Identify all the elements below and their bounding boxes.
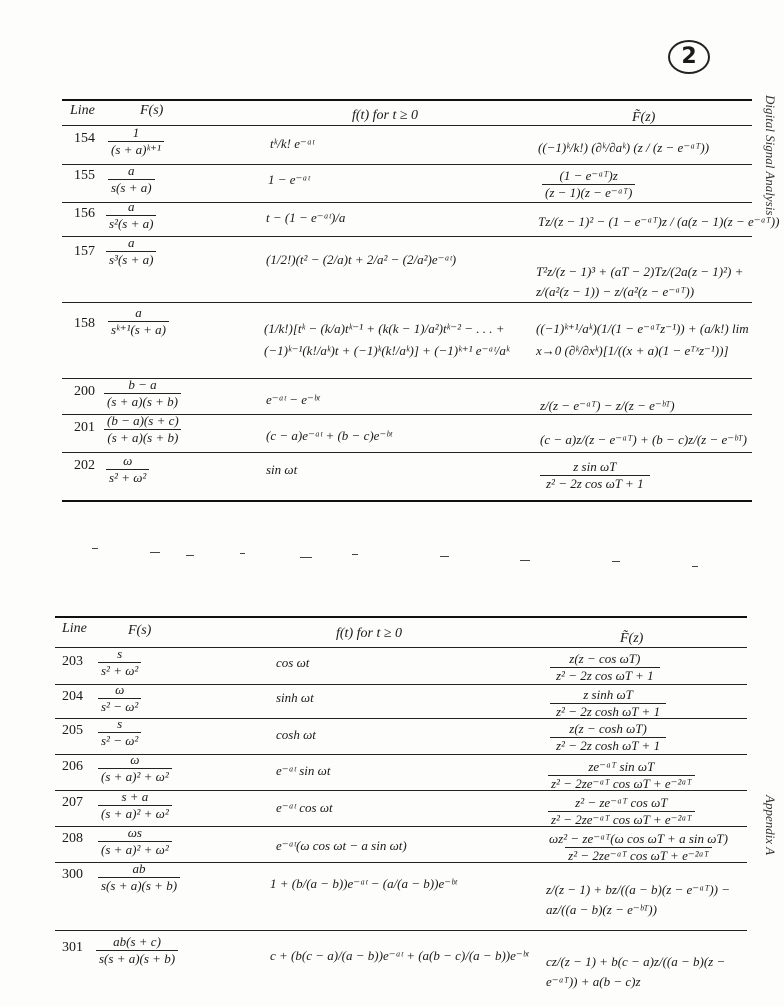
Fz-expression: z/(z − 1) + bz/((a − b)(z − e⁻ᵃᵀ)) − az/((a − b)(z − e⁻ᵇᵀ)) — [546, 882, 731, 917]
column-header-ft: f(t) for t ≥ 0 — [352, 108, 419, 123]
line-number: 207 — [62, 795, 83, 810]
line-number: 202 — [74, 458, 95, 473]
Fs-expression: $\frac{a}{\text{sᵏ⁺¹(s + a)}}$ — [108, 306, 169, 337]
Fz-expression: $\frac{\text{(1 − e⁻ᵃᵀ)z}}{\text{(z − 1)(z − e⁻ᵃᵀ)}}$ — [542, 169, 635, 200]
line-number: 301 — [62, 940, 83, 955]
Fs-expression: $\frac{\omega s}{\text{(s + a)² + ω²}}$ — [98, 826, 172, 857]
line-number: 157 — [74, 244, 95, 259]
line-number: 158 — [74, 316, 95, 331]
Fs-expression: $\frac{\omega}{\text{(s + a)² + ω²}}$ — [98, 753, 172, 784]
Fz-expression: T²z/(z − 1)³ + (aT − 2)Tz/(2a(z − 1)²) + z/(a²(z − 1)) − z/(a²(z − e⁻ᵃᵀ)) — [536, 264, 744, 299]
line-number: 201 — [74, 420, 95, 435]
table-rule — [55, 647, 747, 648]
ft-expression: e⁻ᵃᵗ sin ωt — [276, 763, 331, 778]
Fs-expression: $\frac{1}{\text{(s + a)ᵏ⁺¹}}$ — [108, 126, 164, 157]
Fz-expression: ((−1)ᵏ⁺¹/aᵏ)(1/(1 − e⁻ᵃᵀz⁻¹)) + (a/k!) lim x→0 (∂ᵏ/∂xᵏ)[1/((x + a)(1 − eᵀˣz⁻¹))] — [536, 321, 749, 358]
scan-speck — [612, 561, 620, 562]
scan-speck — [240, 553, 245, 554]
Fz-expression: Tz/(z − 1)² − (1 − e⁻ᵃᵀ)z / (a(z − 1)(z − e⁻ᵃᵀ)) — [538, 214, 780, 229]
Fz-expression: $\frac{\text{ze⁻ᵃᵀ sin ωT}}{\text{z² − 2ze⁻ᵃᵀ cos ωT + e⁻²ᵃᵀ}}$ — [548, 760, 695, 791]
line-number: 208 — [62, 831, 83, 846]
Fs-expression: $\frac{ab(s + c)}{s(s + a)(s + b)}$ — [96, 935, 178, 966]
line-number: 300 — [62, 867, 83, 882]
Fz-expression: z/(z − e⁻ᵃᵀ) − z/(z − e⁻ᵇᵀ) — [540, 398, 675, 413]
table-rule — [62, 164, 752, 165]
line-number: 205 — [62, 723, 83, 738]
table-rule — [55, 718, 747, 719]
scan-speck — [352, 554, 358, 555]
Fz-expression: $\frac{\text{z² − ze⁻ᵃᵀ cos ωT}}{\text{z² − 2ze⁻ᵃᵀ cos ωT + e⁻²ᵃᵀ}}$ — [548, 796, 695, 827]
margin-running-head: Digital Signal Analysis — [763, 95, 778, 216]
column-header-Fs: F(s) — [140, 103, 164, 118]
line-number: 203 — [62, 654, 83, 669]
table-rule — [62, 125, 752, 126]
Fs-expression: $\frac{s}{\text{s² + ω²}}$ — [98, 647, 141, 678]
Fs-expression: $\frac{\omega}{\text{s² + ω²}}$ — [106, 454, 149, 485]
ft-expression: e⁻ᵃᵗ − e⁻ᵇᵗ — [266, 392, 320, 407]
Fs-expression: $\frac{\omega}{\text{s² − ω²}}$ — [98, 683, 141, 714]
ft-expression: sinh ωt — [276, 690, 314, 705]
Fs-expression: $\frac{s}{\text{s² − ω²}}$ — [98, 717, 141, 748]
scan-speck — [186, 555, 194, 556]
margin-appendix-label: Appendix A — [763, 795, 778, 856]
scan-speck — [520, 560, 530, 561]
Fz-expression: $\frac{\text{z sinh ωT}}{\text{z² − 2z cosh ωT + 1}}$ — [550, 688, 666, 719]
ft-expression: 1 + (b/(a − b))e⁻ᵃᵗ − (a/(a − b))e⁻ᵇᵗ — [270, 876, 457, 891]
Fs-expression: $\frac{(b - a)(s + c)}{(s + a)(s + b)}$ — [104, 414, 182, 445]
table-rule — [55, 930, 747, 931]
line-number: 154 — [74, 131, 95, 146]
Fz-expression: $\frac{\text{z sin ωT}}{\text{z² − 2z cos ωT + 1}}$ — [540, 460, 650, 491]
Fs-expression: $\frac{ab}{s(s + a)(s + b)}$ — [98, 862, 180, 893]
table-rule — [62, 202, 752, 203]
column-header-Fz: F̃(z) — [620, 631, 644, 646]
line-number: 156 — [74, 206, 95, 221]
Fz-expression: $\frac{\text{z(z − cosh ωT)}}{\text{z² − 2z cosh ωT + 1}}$ — [550, 722, 666, 753]
Fz-expression: $\frac{\text{z(z − cos ωT)}}{\text{z² − 2z cos ωT + 1}}$ — [550, 652, 660, 683]
ft-expression: 1 − e⁻ᵃᵗ — [268, 172, 310, 187]
scan-speck — [692, 566, 698, 567]
scan-speck — [92, 548, 98, 549]
ft-expression: (1/2!)(t² − (2/a)t + 2/a² − (2/a²)e⁻ᵃᵗ) — [266, 252, 457, 267]
column-header-ft: f(t) for t ≥ 0 — [336, 626, 403, 641]
ft-expression: sin ωt — [266, 462, 298, 477]
table-rule — [55, 616, 747, 618]
Fz-expression: (c − a)z/(z − e⁻ᵃᵀ) + (b − c)z/(z − e⁻ᵇᵀ) — [540, 432, 747, 447]
ft-expression: tᵏ/k! e⁻ᵃᵗ — [270, 136, 315, 151]
ft-expression: (1/k!)[tᵏ − (k/a)tᵏ⁻¹ + (k(k − 1)/a²)tᵏ⁻² − . . . + (−1)ᵏ⁻¹(k!/aᵏ)t + (−1)ᵏ(k!/aᵏ)] + (−1)ᵏ⁺¹ e⁻ᵃᵗ/aᵏ — [264, 321, 510, 358]
scan-speck — [300, 557, 312, 558]
table-rule — [62, 236, 752, 237]
Fz-expression: ((−1)ᵏ/k!) (∂ᵏ/∂aᵏ) (z / (z − e⁻ᵃᵀ)) — [538, 140, 710, 155]
ft-expression: (c − a)e⁻ᵃᵗ + (b − c)e⁻ᵇᵗ — [266, 428, 392, 443]
Fs-expression: $\frac{b - a}{(s + a)(s + b)}$ — [104, 378, 181, 409]
Fs-expression: $\frac{a}{\text{s³(s + a)}}$ — [106, 236, 156, 267]
line-number: 200 — [74, 384, 95, 399]
Fz-expression: cz/(z − 1) + b(c − a)z/((a − b)(z − e⁻ᵃᵀ)) + a(b − c)z — [546, 954, 726, 989]
scan-speck — [150, 552, 160, 553]
column-header-line: Line — [70, 103, 95, 118]
table-rule — [62, 302, 752, 303]
table-rule — [62, 452, 752, 453]
page-marker: 2 — [668, 40, 710, 74]
ft-expression: cos ωt — [276, 655, 310, 670]
Fs-expression: $\frac{a}{\text{s²(s + a)}}$ — [106, 200, 156, 231]
Fs-expression: $\frac{a}{s(s + a)}$ — [108, 164, 155, 195]
ft-expression: t − (1 − e⁻ᵃᵗ)/a — [266, 210, 346, 225]
scan-speck — [440, 556, 449, 557]
line-number: 155 — [74, 168, 95, 183]
ft-expression: cosh ωt — [276, 727, 316, 742]
column-header-Fs: F(s) — [128, 623, 152, 638]
ft-expression: e⁻ᵃᵗ(ω cos ωt − a sin ωt) — [276, 838, 407, 853]
line-number: 204 — [62, 689, 83, 704]
table-rule — [62, 500, 752, 502]
ft-expression: e⁻ᵃᵗ cos ωt — [276, 800, 333, 815]
line-number: 206 — [62, 759, 83, 774]
table-rule — [55, 684, 747, 685]
column-header-Fz: F̃(z) — [632, 110, 656, 125]
Fz-expression: $\frac{\text{ωz² − ze⁻ᵃᵀ(ω cos ωT + a sin ωT)}}{\text{z² − 2ze⁻ᵃᵀ cos ωT + e⁻²ᵃᵀ}}$ — [549, 831, 728, 863]
table-rule — [62, 99, 752, 101]
column-header-line: Line — [62, 621, 87, 636]
Fs-expression: $\frac{s + a}{\text{(s + a)² + ω²}}$ — [98, 790, 172, 821]
ft-expression: c + (b(c − a)/(a − b))e⁻ᵃᵗ + (a(b − c)/(a − b))e⁻ᵇᵗ — [270, 948, 529, 963]
